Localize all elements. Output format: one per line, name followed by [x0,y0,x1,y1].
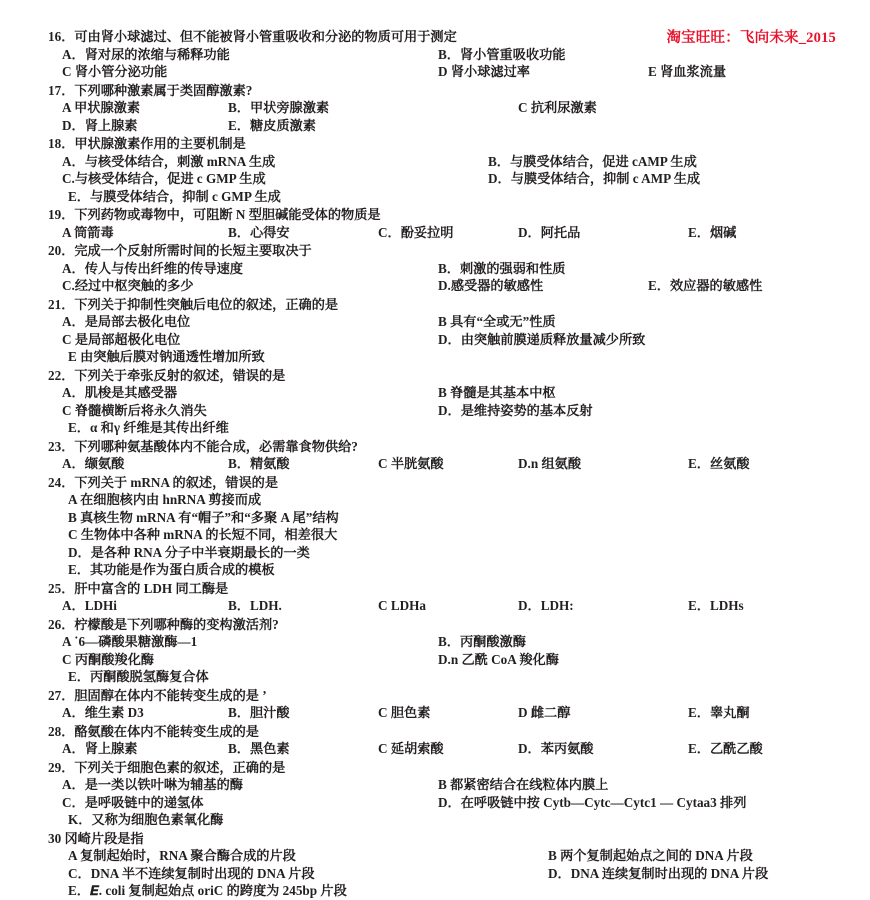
option-choice[interactable]: B．黑色素 [228,741,290,756]
option-choice[interactable]: D 雌二醇 [518,705,571,720]
option-row [48,348,840,366]
option-choice[interactable]: B．丙酮酸激酶 [438,634,526,649]
option-choice[interactable]: A．LDHi [62,598,117,613]
option-choice[interactable]: D．LDH: [518,598,574,613]
option-choice[interactable]: B 真核生物 mRNA 有“帽子”和“多聚 A 尾”结构 [68,509,339,525]
option-row [48,544,840,562]
option-row [48,419,840,437]
option-choice[interactable]: E 由突触后膜对钠通透性增加所致 [68,349,265,364]
option-row [48,633,840,651]
option-choice[interactable]: A．与核受体结合，刺激 mRNA 生成 [62,153,276,169]
option-choice[interactable]: C LDHa [378,598,426,613]
question-stem: 23．下列哪种氨基酸体内不能合成，必需靠食物供给? [48,438,358,454]
option-choice[interactable]: C.经过中枢突触的多少 [62,278,194,293]
option-group [48,597,840,615]
option-row [48,331,840,349]
option-choice[interactable]: E．糖皮质激素 [228,117,316,133]
option-choice[interactable]: K．又称为细胞色素氧化酶 [68,812,224,827]
option-row [48,491,840,509]
option-choice[interactable]: D．阿托品 [518,224,581,240]
option-choice[interactable]: E．𝑬. coli 复制起始点 oriC 的跨度为 245bp 片段 [68,883,347,898]
option-row [48,153,840,171]
option-choice[interactable]: A．传人与传出纤维的传导速度 [62,260,243,276]
option-group [48,633,840,686]
option-group [48,491,840,579]
question-list [48,28,840,900]
option-row [48,384,840,402]
option-choice[interactable]: E 肾血浆流量 [648,64,727,79]
option-choice[interactable]: A．是一类以铁叶啉为辅基的酶 [62,777,243,792]
question-stem: 21．下列关于抑制性突触后电位的叙述，正确的是 [48,296,339,312]
question-stem: 20．完成一个反射所需时间的长短主要取决于 [48,243,312,258]
option-choice[interactable]: D．DNA 连续复制时出现的 DNA 片段 [548,865,769,881]
option-row [48,561,840,579]
option-choice[interactable]: D．在呼吸链中按 Cytb—Cytc—Cytc1 — Cytaa3 排列 [438,794,747,810]
option-choice[interactable]: B．LDH. [228,598,282,613]
option-choice[interactable]: D．是各种 RNA 分子中半衰期最长的一类 [68,544,310,560]
option-choice[interactable]: A．肾对尿的浓缩与稀释功能 [62,46,230,62]
option-choice[interactable]: E．睾丸酮 [688,705,750,720]
question-block [48,438,840,473]
option-row [48,651,840,669]
option-choice[interactable]: E．效应器的敏感性 [648,278,763,293]
watermark-text: 淘宝旺旺：飞向未来_2015 [666,30,836,46]
option-choice[interactable]: A．维生素 D3 [62,705,144,720]
option-row [48,188,840,206]
option-choice[interactable]: B 脊髓是其基本中枢 [438,385,556,400]
option-group [48,384,840,437]
question-stem: 28．酪氨酸在体内不能转变生成的是 [48,723,259,739]
option-choice[interactable]: D．与膜受体结合，抑制 c AMP 生成 [488,171,701,186]
option-choice[interactable]: D．由突触前膜递质释放量减少所致 [438,331,646,347]
option-choice[interactable]: B 都紧密结合在线粒体内膜上 [438,777,609,792]
option-row [48,668,840,686]
option-choice[interactable]: E．乙酰乙酸 [688,741,763,756]
option-row [48,526,840,544]
option-row [48,402,840,420]
option-choice[interactable]: A 在细胞核内由 hnRNA 剪接而成 [68,492,262,507]
option-group [48,46,840,81]
option-choice[interactable]: A．肌梭是其感受器 [62,385,178,400]
option-row [48,117,840,135]
option-row [48,794,840,812]
option-choice[interactable]: C 抗利尿激素 [518,100,597,115]
option-row [48,509,840,527]
option-choice[interactable]: C．酚妥拉明 [378,224,454,240]
option-row [48,99,840,117]
option-choice[interactable]: C 延胡索酸 [378,741,444,756]
option-choice[interactable]: C 是局部超极化电位 [62,331,181,347]
option-choice[interactable]: A 甲状腺激素 [62,100,141,115]
option-group [48,776,840,829]
option-choice[interactable]: A ˙6—磷酸果糖激酶—1 [62,634,198,649]
option-group [48,153,840,206]
option-choice[interactable]: D 肾小球滤过率 [438,64,530,79]
option-row [48,847,840,865]
option-row [48,597,840,615]
option-choice[interactable]: B．肾小管重吸收功能 [438,46,566,62]
option-row [48,704,840,722]
option-row [48,865,840,883]
option-row [48,260,840,278]
question-stem: 22．下列关于牵张反射的叙述，错误的是 [48,367,286,383]
question-block [48,296,840,366]
question-block [48,759,840,829]
option-row [48,313,840,331]
question-block [48,206,840,241]
option-row [48,740,840,758]
option-choice[interactable]: E．与膜受体结合，抑制 c GMP 生成 [68,188,281,204]
question-stem: 17．下列哪种激素属于类固醇激素? [48,82,253,98]
option-group [48,99,840,134]
option-choice[interactable]: C.与核受体结合，促进 c GMP 生成 [62,171,266,186]
option-row [48,811,840,829]
option-group [48,455,840,473]
question-block [48,135,840,205]
option-choice[interactable]: D.n 乙酰 CoA 羧化酶 [438,651,559,667]
option-choice[interactable]: A．缬氨酸 [62,456,125,471]
option-choice[interactable]: A．肾上腺素 [62,741,138,756]
option-choice[interactable]: C 半胱氨酸 [378,456,444,471]
question-block [48,580,840,615]
option-choice[interactable]: E．丙酮酸脱氢酶复合体 [68,669,209,684]
option-group [48,704,840,722]
question-stem: 18．甲状腺激素作用的主要机制是 [48,136,246,151]
question-block [48,830,840,900]
question-stem: 25．肝中富含的 LDH 同工酶是 [48,580,229,596]
option-choice[interactable]: B．刺激的强弱和性质 [438,260,566,276]
option-choice[interactable]: E．丝氨酸 [688,456,750,471]
option-choice[interactable]: B．心得安 [228,224,290,240]
option-choice[interactable]: C 脊髓横断后将永久消失 [62,402,207,418]
option-group [48,260,840,295]
question-stem: 19．下列药物或毒物中，可阻断 N 型胆碱能受体的物质是 [48,207,381,222]
question-block [48,367,840,437]
question-block [48,242,840,295]
question-block [48,723,840,758]
option-row [48,170,840,188]
option-choice[interactable]: D．是维持姿势的基本反射 [438,402,593,418]
option-choice[interactable]: D.感受器的敏感性 [438,278,544,293]
option-choice[interactable]: B 两个复制起始点之间的 DNA 片段 [548,848,753,863]
question-stem: 24．下列关于 mRNA 的叙述，错误的是 [48,474,279,490]
option-row [48,46,840,64]
question-block [48,616,840,686]
question-stem: 30 冈崎片段是指 [48,830,144,846]
option-row [48,277,840,295]
option-choice[interactable]: A．是局部去极化电位 [62,314,191,329]
option-choice[interactable]: C 胆色素 [378,705,431,720]
option-choice[interactable]: D．苯丙氨酸 [518,741,594,756]
option-row [48,776,840,794]
option-choice[interactable]: C．DNA 半不连续复制时出现的 DNA 片段 [68,865,315,881]
option-choice[interactable]: E．α 和γ 纤维是其传出纤维 [68,420,229,435]
option-row [48,224,840,242]
option-row [48,882,840,900]
option-choice[interactable]: C．是呼吸链中的递氢体 [62,794,204,810]
question-block [48,687,840,722]
question-stem: 16．可由肾小球滤过、但不能被肾小管重吸收和分泌的物质可用于测定 [48,29,457,44]
option-choice[interactable]: B．精氨酸 [228,456,290,471]
question-block [48,474,840,579]
option-choice[interactable]: A 筒箭毒 [62,224,114,240]
option-row [48,63,840,81]
option-choice[interactable]: D．肾上腺素 [62,117,138,133]
option-choice[interactable]: C 生物体中各种 mRNA 的长短不同，相差很大 [68,527,338,542]
option-row [48,455,840,473]
option-choice[interactable]: E．LDHs [688,598,744,613]
option-choice[interactable]: C 肾小管分泌功能 [62,64,168,79]
question-stem: 29．下列关于细胞色素的叙述，正确的是 [48,759,286,775]
option-group [48,847,840,900]
question-stem: 27．胆固醇在体内不能转变生成的是 ’ [48,687,267,703]
option-choice[interactable]: B 具有“全或无”性质 [438,314,556,329]
question-stem: 26．柠檬酸是下列哪种酶的变构激活剂? [48,616,279,632]
option-choice[interactable]: B．与膜受体结合，促进 cAMP 生成 [488,153,697,169]
option-group [48,313,840,366]
option-choice[interactable]: B．甲状旁腺激素 [228,100,330,115]
option-choice[interactable]: D.n 组氨酸 [518,456,582,471]
option-choice[interactable]: E．烟碱 [688,224,737,240]
option-group [48,740,840,758]
question-block [48,82,840,135]
option-choice[interactable]: E．其功能是作为蛋白质合成的模板 [68,562,275,577]
option-choice[interactable]: A 复制起始时，RNA 聚合酶合成的片段 [68,848,296,863]
option-group [48,224,840,242]
option-choice[interactable]: B．胆汁酸 [228,705,290,720]
option-choice[interactable]: C 丙酮酸羧化酶 [62,651,154,667]
